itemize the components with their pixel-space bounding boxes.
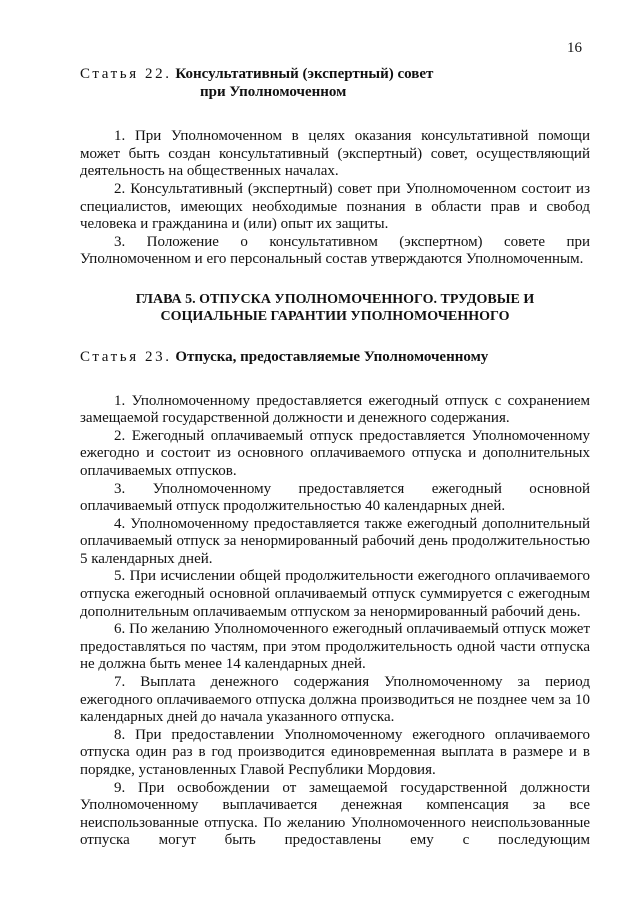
article-23-paragraph-1: 1. Уполномоченному предоставляется ежегодный отпуск с сохранением замещаемой государственной должности и денежного содержания. [80, 392, 590, 427]
article-23-title: Отпуска, предоставляемые Уполномоченному [175, 348, 489, 365]
chapter-5-heading-line2: СОЦИАЛЬНЫЕ ГАРАНТИИ УПОЛНОМОЧЕННОГО [160, 308, 510, 324]
article-23-paragraph-9: 9. При освобождении от замещаемой государственной должности Уполномоченному выплачивается денежная компенсация за все неиспользованные отпуска. По желанию Уполномоченного неиспользованные отпуска могут быть предоставлены ему с последующим [80, 779, 590, 849]
chapter-5-heading-line1: ГЛАВА 5. ОТПУСКА УПОЛНОМОЧЕННОГО. ТРУДОВЫЕ И [135, 291, 535, 307]
article-23-paragraph-4: 4. Уполномоченному предоставляется также ежегодный дополнительный оплачиваемый отпуск за ненормированный рабочий день продолжительностью 5 календарных дней. [80, 515, 590, 567]
article-22-paragraph-1: 1. При Уполномоченном в целях оказания консультативной помощи может быть создан консультативный (экспертный) совет, осуществляющий деятельность на общественных началах. [80, 128, 590, 180]
article-23-label: Статья 23. [80, 348, 172, 365]
article-23-paragraph-6: 6. По желанию Уполномоченного ежегодный оплачиваемый отпуск может предоставляться по частям, при этом продолжительность одной части отпуска не должна быть менее 14 календарных дней. [80, 621, 590, 673]
article-23-paragraph-3: 3. Уполномоченному предоставляется ежегодный основной оплачиваемый отпуск продолжительностью 40 календарных дней. [80, 480, 590, 515]
article-23-paragraph-8: 8. При предоставлении Уполномоченному ежегодного оплачиваемого отпуска один раз в год производится единовременная выплата в размере и в порядке, установленных Главой Республики Мордовия. [80, 726, 590, 778]
article-23-paragraph-2: 2. Ежегодный оплачиваемый отпуск предоставляется Уполномоченному ежегодно и состоит из основного оплачиваемого отпуска и дополнительных оплачиваемых отпусков. [80, 427, 590, 479]
article-23-paragraph-7: 7. Выплата денежного содержания Уполномоченному за период ежегодного оплачиваемого отпуска должна производиться не позднее чем за 10 календарных дней до начала указанного отпуска. [80, 674, 590, 726]
article-22-paragraph-3: 3. Положение о консультативном (экспертном) совете при Уполномоченном и его персональный состав утверждаются Уполномоченным. [80, 233, 590, 268]
article-23-heading [80, 349, 590, 367]
article-22-label: Статья 22. [80, 66, 172, 82]
article-22-paragraph-2: 2. Консультативный (экспертный) совет при Уполномоченном состоит из специалистов, имеющих необходимые познания в области прав и свобод человека и гражданина и (или) опыт их защиты. [80, 180, 590, 233]
article-23-paragraph-5: 5. При исчислении общей продолжительности ежегодного оплачиваемого отпуска ежегодный основной оплачиваемый отпуск суммируется с ежегодным дополнительным оплачиваемым отпуском за ненормированный рабочий день. [80, 568, 590, 620]
article-22-heading [80, 66, 590, 101]
article-22-title-line2: при Уполномоченном [200, 83, 347, 100]
article-22-title-line1: Консультативный (экспертный) совет [175, 66, 434, 82]
document-body [80, 66, 590, 850]
page-number: 16 [567, 40, 582, 56]
